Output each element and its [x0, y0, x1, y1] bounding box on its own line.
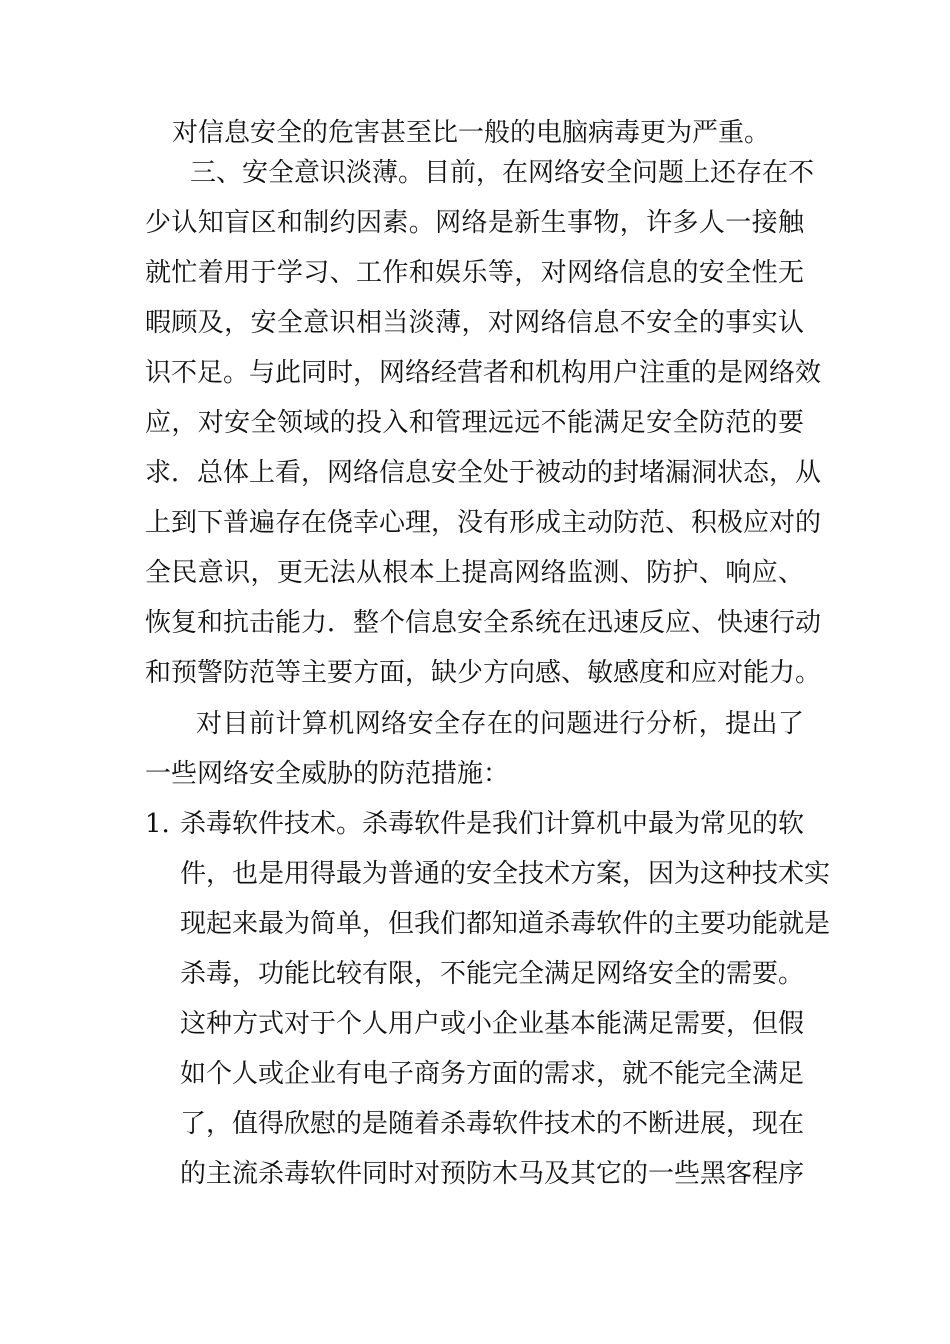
- list-item-line: 了，值得欣慰的是随着杀毒软件技术的不断进展，现在: [180, 1109, 805, 1139]
- text-line: 暇顾及，安全意识相当淡薄，对网络信息不安全的事实认: [145, 308, 804, 338]
- text-line: 对信息安全的危害甚至比一般的电脑病毒更为严重。: [172, 118, 771, 148]
- text-line: 识不足。与此同时，网络经营者和机构用户注重的是网络效: [145, 358, 822, 388]
- list-item-line: 如个人或企业有电子商务方面的需求，就不能完全满足: [180, 1059, 805, 1089]
- text-line: 恢复和抗击能力．整个信息安全系统在迅速反应、快速行动: [145, 608, 822, 638]
- text-line: 全民意识，更无法从根本上提高网络监测、防护、响应、: [145, 558, 804, 588]
- list-item-line: 件，也是用得最为普通的安全技术方案，因为这种技术实: [180, 859, 831, 889]
- text-line: 一些网络安全威胁的防范措施：: [145, 759, 510, 789]
- list-item-line: 这种方式对于个人用户或小企业基本能满足需要，但假: [180, 1009, 805, 1039]
- list-item-line: 杀毒，功能比较有限，不能完全满足网络安全的需要。: [180, 959, 805, 989]
- list-item-number: 1.: [145, 809, 170, 839]
- text-line: 少认知盲区和制约因素。网络是新生事物，许多人一接触: [145, 208, 804, 238]
- text-line: 应，对安全领域的投入和管理远远不能满足安全防范的要: [145, 408, 804, 438]
- text-line: 求．总体上看，网络信息安全处于被动的封堵漏洞状态，从: [145, 458, 822, 488]
- paragraph-heading-line: 三、安全意识淡薄。目前，在网络安全问题上还存在不: [190, 158, 815, 188]
- list-item-line: 的主流杀毒软件同时对预防木马及其它的一些黑客程序: [180, 1159, 805, 1189]
- list-item-line: 杀毒软件技术。杀毒软件是我们计算机中最为常见的软: [180, 809, 805, 839]
- text-line: 就忙着用于学习、工作和娱乐等，对网络信息的安全性无: [145, 258, 804, 288]
- text-line: 上到下普遍存在侥幸心理，没有形成主动防范、积极应对的: [145, 508, 822, 538]
- text-line: 和预警防范等主要方面，缺少方向感、敏感度和应对能力。: [145, 658, 822, 688]
- paragraph-first-line: 对目前计算机网络安全存在的问题进行分析，提出了: [196, 709, 804, 739]
- list-item-line: 现起来最为简单，但我们都知道杀毒软件的主要功能就是: [180, 909, 831, 939]
